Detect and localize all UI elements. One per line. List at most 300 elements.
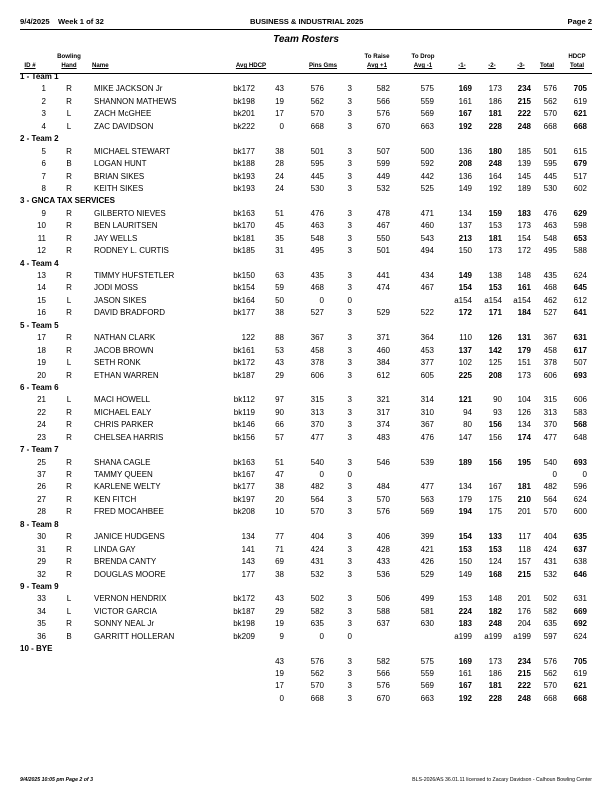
cell-avg: bk185 [233,246,255,256]
bowler-row [0,307,612,319]
cell-g3: 222 [517,109,531,119]
cell-g3: 234 [517,656,531,666]
team-name: 5 - Team 5 [20,320,59,330]
cell-raise: 599 [376,159,390,169]
cell-hdcp: 47 [275,470,284,479]
cell-raise: 506 [376,594,390,604]
cell-raise: 532 [376,183,390,193]
cell-raise: 576 [376,507,390,517]
team-header [0,382,612,394]
cell-htotal: 679 [573,159,587,169]
cell-htotal: 596 [573,482,587,492]
cell-hand: R [66,308,72,318]
cell-gms: 3 [347,208,352,218]
cell-raise: 576 [376,681,390,691]
cell-name: GARRITT HOLLERAN [94,631,175,641]
cell-total: 570 [543,507,557,517]
cell-hdcp: 38 [275,146,284,156]
bowler-row [0,208,612,220]
cell-drop: 569 [420,507,434,517]
week-label: Week 1 of 32 [58,17,104,26]
cell-avg: bk197 [233,494,255,504]
cell-g2: 124 [488,557,502,567]
cell-avg: 177 [241,569,255,579]
cell-g1: 194 [458,507,472,517]
roster-table [0,71,612,705]
team-header [0,519,612,531]
cell-id: 21 [37,395,46,405]
cell-hdcp: 20 [275,494,284,504]
cell-total: 370 [543,420,557,430]
cell-avg: bk163 [233,208,255,218]
cell-pins: 576 [310,656,324,666]
cell-id: 7 [41,171,46,181]
cell-g3: 195 [517,457,531,467]
cell-hdcp: 0 [279,121,284,131]
cell-avg: bk163 [233,457,255,467]
cell-g2: 173 [488,656,502,666]
cell-g2: 153 [488,544,502,554]
cell-gms: 3 [347,619,352,629]
cell-g1: 102 [458,358,472,368]
cell-total: 501 [543,146,557,156]
team-name: 4 - Team 4 [20,258,59,268]
cell-id: 5 [41,146,46,156]
cell-total: 562 [543,96,557,106]
cell-id: 16 [37,308,46,318]
cell-gms: 3 [347,308,352,318]
cell-avg: 134 [241,532,255,542]
cell-pins: 548 [310,233,324,243]
bowler-row [0,656,612,668]
bowler-row [0,469,612,481]
cell-pins: 431 [310,557,324,567]
cell-g3: 131 [517,333,531,343]
bowler-row [0,96,612,108]
cell-hand: R [66,544,72,554]
cell-g3: 151 [517,358,531,368]
cell-name: KEITH SIKES [94,183,144,193]
cell-hand: R [66,457,72,467]
cell-gms: 3 [347,669,352,678]
cell-name: ZAC DAVIDSON [94,121,154,131]
cell-hand: L [66,606,72,616]
cell-raise: 670 [376,121,390,131]
cell-raise: 576 [376,109,390,119]
cell-raise: 566 [376,669,390,678]
cell-g3: 174 [517,432,531,442]
cell-id: 26 [37,482,46,492]
cell-avg: bk187 [233,370,255,380]
cell-gms: 3 [347,681,352,691]
cell-total: 477 [543,432,557,442]
cell-id: 15 [37,295,46,305]
cell-hand: R [66,507,72,517]
cell-g3: a154 [513,295,531,305]
cell-hand: R [66,557,72,567]
cell-g2: 148 [488,594,502,604]
cell-gms: 3 [347,544,352,554]
col-avg-hdcp: Avg HDCP [235,62,267,69]
cell-id: 22 [37,407,46,417]
cell-pins: 501 [310,146,324,156]
cell-avg: bk193 [233,183,255,193]
cell-total: 495 [543,246,557,256]
cell-hdcp: 17 [275,681,284,691]
cell-total: 564 [543,494,557,504]
cell-drop: 522 [420,308,434,318]
cell-hdcp: 43 [275,358,284,368]
cell-g2: 156 [488,457,502,467]
cell-id: 3 [41,109,46,119]
cell-gms: 3 [347,121,352,131]
cell-g3: 204 [517,619,531,629]
cell-hand: R [66,96,72,106]
cell-raise: 637 [376,619,390,629]
cell-htotal: 621 [573,681,587,691]
cell-gms: 3 [347,532,352,542]
cell-total: 668 [543,693,557,703]
cell-g2: 173 [488,84,502,94]
cell-g1: 183 [458,619,472,629]
col-hdcp-total: HDCP Total [568,53,586,69]
cell-htotal: 693 [573,457,587,467]
cell-hdcp: 77 [275,532,284,542]
header-divider [20,29,592,30]
cell-htotal: 646 [573,569,587,579]
cell-hdcp: 38 [275,482,284,492]
cell-g2: 186 [488,669,502,678]
cell-g3: 157 [517,557,531,567]
cell-pins: 562 [310,96,324,106]
cell-name: VERNON HENDRIX [94,594,167,604]
cell-name: NATHAN CLARK [94,333,156,343]
cell-g1: 136 [458,171,472,181]
cell-g2: 153 [488,221,502,231]
cell-g2: 90 [493,395,502,405]
bowler-row [0,606,612,618]
cell-drop: 605 [420,370,434,380]
cell-htotal: 617 [573,345,587,355]
cell-name: MIKE JACKSON Jr [94,84,163,94]
cell-total: 532 [543,569,557,579]
cell-g2: 167 [488,482,502,492]
print-stamp: 9/4/2025 10:05 pm Page 2 of 3 [20,777,93,783]
cell-g3: 148 [517,271,531,280]
cell-raise: 374 [376,420,390,430]
cell-avg: bk198 [233,619,255,629]
cell-g1: 225 [458,370,472,380]
cell-g3: 173 [517,370,531,380]
cell-g2: a199 [484,631,502,641]
team-header [0,444,612,456]
cell-gms: 3 [347,221,352,231]
cell-pins: 502 [310,594,324,604]
cell-hand: R [66,271,72,280]
cell-avg: bk164 [233,295,255,305]
cell-avg: 143 [241,557,255,567]
cell-g1: 147 [458,432,472,442]
cell-g3: 145 [517,171,531,181]
col-game-2: -2- [488,62,496,69]
cell-name: SHANA CAGLE [94,457,151,467]
team-header [0,258,612,270]
cell-g3: 104 [517,395,531,405]
team-name: 2 - Team 2 [20,134,59,144]
cell-drop: 467 [420,283,434,293]
cell-g3: 215 [517,569,531,579]
cell-gms: 3 [347,246,352,256]
cell-hdcp: 31 [275,246,284,256]
cell-raise: 507 [376,146,390,156]
cell-raise: 570 [376,494,390,504]
cell-name: BEN LAURITSEN [94,221,158,231]
col-id: ID # [24,62,36,69]
cell-pins: 532 [310,569,324,579]
cell-htotal: 624 [573,271,587,280]
cell-avg: bk177 [233,308,255,318]
bowler-row [0,531,612,543]
cell-id: 6 [41,159,46,169]
cell-total: 404 [543,532,557,542]
cell-total: 502 [543,594,557,604]
cell-g2: 138 [488,271,502,280]
cell-htotal: 641 [573,308,587,318]
cell-avg: bk146 [233,420,255,430]
cell-avg: bk172 [233,594,255,604]
bowler-row [0,220,612,232]
cell-hand: L [66,358,72,368]
col-to-raise: To Raise Avg +1 [364,53,390,69]
cell-g3: 248 [517,121,531,131]
cell-pins: 582 [310,606,324,616]
cell-id: 36 [37,631,46,641]
cell-htotal: 598 [573,221,587,231]
team-header [0,320,612,332]
cell-hand: B [66,631,72,641]
cell-raise: 384 [376,358,390,368]
bowler-row [0,618,612,630]
cell-id: 23 [37,432,46,442]
cell-g3: 248 [517,693,531,703]
cell-htotal: 619 [573,96,587,106]
cell-htotal: 668 [573,121,587,131]
cell-raise: 612 [376,370,390,380]
cell-id: 33 [37,594,46,604]
cell-drop: 575 [420,656,434,666]
cell-raise: 441 [376,271,390,280]
cell-g2: 173 [488,246,502,256]
cell-g2: 192 [488,183,502,193]
cell-htotal: 631 [573,333,587,343]
cell-avg: bk198 [233,96,255,106]
cell-g3: 210 [517,494,531,504]
bowler-row [0,121,612,133]
cell-gms: 3 [347,407,352,417]
cell-g3: 234 [517,84,531,94]
cell-g1: 137 [458,221,472,231]
cell-g2: 164 [488,171,502,181]
cell-drop: 581 [420,606,434,616]
cell-g3: 222 [517,681,531,691]
cell-id: 28 [37,507,46,517]
cell-gms: 0 [347,470,352,479]
cell-avg: bk193 [233,171,255,181]
team-name: 3 - GNCA TAX SERVICES [20,196,115,206]
cell-name: JAY WELLS [94,233,138,243]
cell-g1: 94 [463,407,472,417]
cell-drop: 426 [420,557,434,567]
cell-avg: bk156 [233,432,255,442]
cell-pins: 477 [310,432,324,442]
cell-id: 19 [37,358,46,368]
cell-drop: 377 [420,358,434,368]
cell-raise: 550 [376,233,390,243]
cell-id: 11 [37,233,46,243]
page-title: Team Rosters [273,34,339,45]
cell-pins: 540 [310,457,324,467]
cell-g2: 156 [488,420,502,430]
cell-total: 530 [543,183,557,193]
cell-pins: 562 [310,669,324,678]
cell-htotal: 0 [582,470,587,479]
cell-name: MACI HOWELL [94,395,151,405]
cell-gms: 0 [347,295,352,305]
cell-total: 476 [543,208,557,218]
cell-g2: 125 [488,358,502,368]
cell-id: 25 [37,457,46,467]
cell-hdcp: 43 [275,656,284,666]
cell-name: VICTOR GARCIA [94,606,157,616]
team-header [0,133,612,145]
cell-g1: 169 [458,656,472,666]
cell-g1: 134 [458,208,472,218]
cell-g1: 161 [458,96,472,106]
cell-raise: 321 [376,395,390,405]
cell-g3: 179 [517,345,531,355]
cell-hand: R [66,569,72,579]
cell-pins: 576 [310,84,324,94]
bowler-row [0,544,612,556]
page-number: Page 2 [567,17,592,26]
cell-htotal: 705 [573,656,587,666]
cell-drop: 434 [420,271,434,280]
cell-htotal: 645 [573,283,587,293]
cell-raise: 478 [376,208,390,218]
cell-hdcp: 66 [275,420,284,430]
cell-id: 29 [37,557,46,567]
cell-gms: 3 [347,507,352,517]
bowler-row [0,233,612,245]
cell-htotal: 624 [573,631,587,641]
cell-g1: 154 [458,283,472,293]
cell-hdcp: 24 [275,171,284,181]
cell-raise: 371 [376,333,390,343]
bowler-row [0,158,612,170]
cell-pins: 0 [319,295,324,305]
cell-avg: bk161 [233,345,255,355]
bowler-row [0,370,612,382]
cell-g3: 201 [517,594,531,604]
bowler-row [0,556,612,568]
cell-total: 548 [543,233,557,243]
cell-name: SETH RONK [94,358,141,368]
cell-avg: 122 [241,333,255,343]
cell-id: 20 [37,370,46,380]
cell-g2: 248 [488,159,502,169]
cell-total: 378 [543,358,557,368]
cell-gms: 3 [347,333,352,343]
cell-drop: 421 [420,544,434,554]
cell-total: 527 [543,308,557,318]
cell-g1: 134 [458,482,472,492]
cell-htotal: 602 [573,183,587,193]
col-to-drop: To Drop Avg -1 [411,53,435,69]
cell-hand: R [66,494,72,504]
bowler-row [0,593,612,605]
cell-pins: 476 [310,208,324,218]
cell-g1: 137 [458,345,472,355]
cell-raise: 501 [376,246,390,256]
cell-g2: 181 [488,109,502,119]
cell-g2: 171 [488,308,502,318]
cell-pins: 313 [310,407,324,417]
cell-gms: 3 [347,96,352,106]
cell-g3: a199 [513,631,531,641]
cell-name: CHELSEA HARRIS [94,432,164,442]
cell-g2: 142 [488,345,502,355]
cell-id: 4 [41,121,46,131]
cell-g1: 189 [458,457,472,467]
cell-name: RODNEY L. CURTIS [94,246,169,256]
cell-htotal: 629 [573,208,587,218]
cell-avg: bk177 [233,482,255,492]
cell-htotal: 637 [573,544,587,554]
cell-gms: 0 [347,631,352,641]
cell-hdcp: 53 [275,345,284,355]
cell-hdcp: 57 [275,432,284,442]
cell-hand: R [66,345,72,355]
cell-g2: 228 [488,693,502,703]
cell-g1: 149 [458,183,472,193]
team-name: 8 - Team 8 [20,519,59,529]
cell-gms: 3 [347,656,352,666]
cell-raise: 582 [376,84,390,94]
cell-id: 10 [37,221,46,231]
cell-pins: 595 [310,159,324,169]
cell-hand: L [66,109,72,119]
cell-g1: 208 [458,159,472,169]
cell-id: 35 [37,619,46,629]
cell-drop: 494 [420,246,434,256]
cell-name: MICHAEL STEWART [94,146,171,156]
cell-drop: 663 [420,693,434,703]
cell-pins: 564 [310,494,324,504]
cell-drop: 539 [420,457,434,467]
cell-raise: 483 [376,432,390,442]
cell-hand: R [66,470,72,479]
cell-gms: 3 [347,594,352,604]
cell-g1: 154 [458,532,472,542]
cell-g1: a154 [454,295,472,305]
cell-htotal: 606 [573,395,587,405]
cell-avg: bk188 [233,159,255,169]
cell-htotal: 705 [573,84,587,94]
cell-drop: 500 [420,146,434,156]
cell-name: LINDA GAY [94,544,136,554]
cell-hdcp: 24 [275,183,284,193]
bowler-row [0,332,612,344]
